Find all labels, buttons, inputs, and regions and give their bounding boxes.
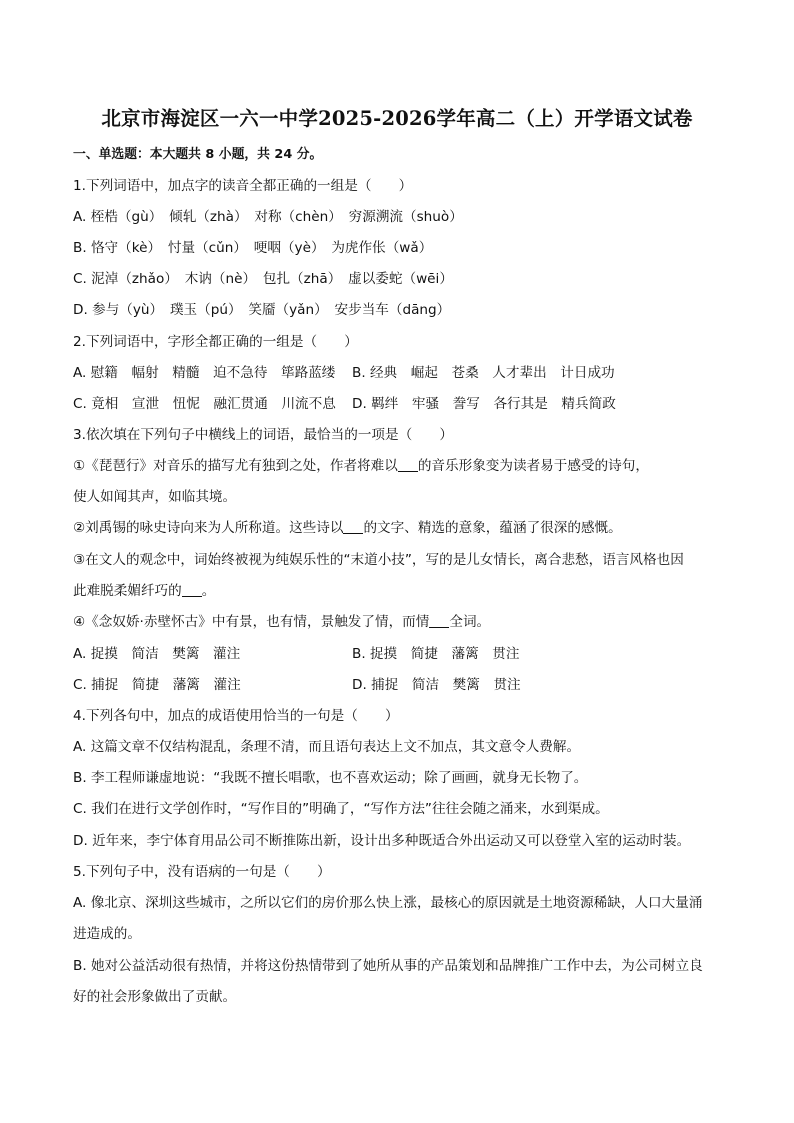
question-4-stem: 4.下列各句中，加点的成语使用恰当的一句是（ ） xyxy=(73,708,399,724)
question-3-option-b: B. 捉摸 简捷 藩篱 贯注 xyxy=(352,646,520,662)
section-heading: 一、单选题：本大题共 8 小题，共 24 分。 xyxy=(73,147,323,162)
question-1-option-d: D. 参与（yù） 璞玉（pú） 笑靥（yǎn） 安步当车（dāng） xyxy=(73,302,451,318)
question-1-option-c: C. 泥淖（zhǎo） 木讷（nè） 包扎（zhā） 虚以委蛇（wēi） xyxy=(73,271,453,287)
sentence-text: 全词。 xyxy=(449,614,491,630)
question-3-option-a: A. 捉摸 简洁 樊篱 灌注 xyxy=(73,646,241,662)
sentence-text: 。 xyxy=(201,583,216,599)
question-4-option-c: C. 我们在进行文学创作时，“写作目的”明确了，“写作方法”往往会随之涌来，水到渠成。 xyxy=(73,801,609,817)
question-5-option-a: A. 像北京、深圳这些城市，之所以它们的房价那么快上涨，最核心的原因就是土地资源稀缺，人口大量涌 xyxy=(73,895,703,911)
question-3-sentence-2 xyxy=(73,519,622,537)
blank-line xyxy=(343,521,363,534)
question-3-option-d: D. 捕捉 简洁 樊篱 贯注 xyxy=(352,677,521,693)
blank-line xyxy=(429,615,449,628)
question-5-stem: 5.下列句子中，没有语病的一句是（ ） xyxy=(73,864,331,880)
sentence-text: ④《念奴娇·赤壁怀古》中有景，也有情，景触发了情，而情 xyxy=(73,614,430,630)
question-2-option-c: C. 竟相 宣泄 忸怩 融汇贯通 川流不息 xyxy=(73,396,336,412)
question-4-option-d: D. 近年来，李宁体育用品公司不断推陈出新，设计出多种既适合外出运动又可以登堂入室的运动时装。 xyxy=(73,833,691,849)
question-5-option-b-cont: 好的社会形象做出了贡献。 xyxy=(73,989,237,1005)
question-4-option-b: B. 李工程师谦虚地说：“我既不擅长唱歌，也不喜欢运动；除了画画，就身无长物了。 xyxy=(73,770,588,786)
question-2-option-d: D. 羁绊 牢骚 誊写 各行其是 精兵简政 xyxy=(352,396,616,412)
sentence-text: 的音乐形象变为读者易于感受的诗句， xyxy=(417,458,649,474)
blank-line xyxy=(182,584,202,597)
question-3-sentence-1-cont: 使人如闻其声，如临其境。 xyxy=(73,489,237,505)
question-3-stem: 3.依次填在下列句子中横线上的词语，最恰当的一项是（ ） xyxy=(73,427,453,443)
sentence-text: ①《琵琶行》对音乐的描写尤有独到之处，作者将难以 xyxy=(73,458,398,474)
sentence-text: ②刘禹锡的咏史诗向来为人所称道。这些诗以 xyxy=(73,520,344,536)
question-2-option-b: B. 经典 崛起 苍桑 人才辈出 计日成功 xyxy=(352,365,615,381)
question-3-sentence-4 xyxy=(73,613,490,631)
question-3-sentence-3-cont xyxy=(73,582,215,600)
sentence-text: 的文字、精选的意象，蕴涵了很深的感慨。 xyxy=(363,520,622,536)
sentence-text: 此难脱柔媚纤巧的 xyxy=(73,583,182,599)
question-1-option-b: B. 恪守（kè） 忖量（cǔn） 哽咽（yè） 为虎作伥（wǎ） xyxy=(73,240,433,256)
exam-title: 北京市海淀区一六一中学2025-2026学年高二（上）开学语文试卷 xyxy=(101,107,693,130)
question-4-option-a: A. 这篇文章不仅结构混乱，条理不清，而且语句表达上文不加点，其文意令人费解。 xyxy=(73,739,581,755)
question-2-stem: 2.下列词语中，字形全都正确的一组是（ ） xyxy=(73,334,358,350)
question-3-option-c: C. 捕捉 简捷 藩篱 灌注 xyxy=(73,677,241,693)
blank-line xyxy=(398,459,418,472)
question-3-sentence-3: ③在文人的观念中，词始终被视为纯娱乐性的“末道小技”，写的是儿女情长，离合悲愁，语言风格也因 xyxy=(73,552,684,568)
question-3-sentence-1 xyxy=(73,457,649,475)
question-2-option-a: A. 慰籍 幅射 精髓 迫不急待 筚路蓝缕 xyxy=(73,365,336,381)
question-5-option-b: B. 她对公益活动很有热情，并将这份热情带到了她所从事的产品策划和品牌推广工作中去，为公司树立良 xyxy=(73,958,703,974)
question-1-option-a: A. 桎梏（gù） 倾轧（zhà） 对称（chèn） 穷源溯流（shuò） xyxy=(73,209,463,225)
question-1-stem: 1.下列词语中，加点字的读音全都正确的一组是（ ） xyxy=(73,178,413,194)
question-5-option-a-cont: 进造成的。 xyxy=(73,926,141,942)
